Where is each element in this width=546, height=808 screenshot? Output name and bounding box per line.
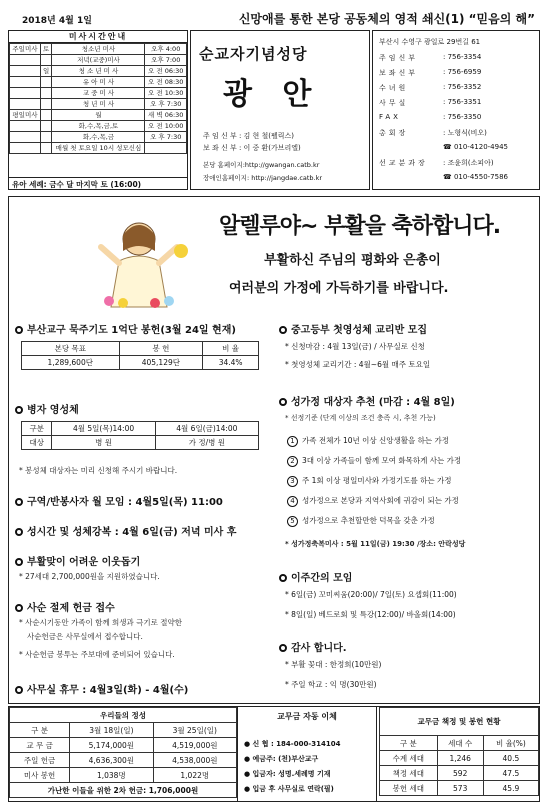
bulletin-date: 2018년 4월 1일 bbox=[22, 16, 92, 26]
mass-row bbox=[10, 88, 187, 99]
risen-jesus-illustration bbox=[89, 211, 189, 311]
mass-cell: 토 bbox=[40, 44, 52, 55]
contact-value: : 756-6959 bbox=[443, 68, 482, 76]
assistant-pastor: 보 좌 신 부 : 이 중 환(가브리엘) bbox=[203, 144, 301, 152]
mass-cell: 화,수,목,금,토 bbox=[52, 121, 145, 132]
mass-cell bbox=[10, 99, 41, 110]
mass-cell: 오후 7:00 bbox=[145, 55, 187, 66]
table-cell: 1,038명 bbox=[70, 768, 153, 783]
table-cell: 4월 5일(목)14:00 bbox=[52, 422, 155, 436]
mass-cell bbox=[40, 55, 52, 66]
sick-communion-note: * 봉성체 대상자는 미리 신청해 주시기 바랍니다. bbox=[19, 466, 178, 475]
table-row bbox=[10, 738, 237, 753]
contact-label: 수녀원 bbox=[379, 84, 409, 92]
circled-number: 2 bbox=[287, 456, 298, 467]
meetings-line: * 8일(일) 베드로회 및 특강(12:00)/ 바올회(14:00) bbox=[285, 610, 456, 619]
lent-offering-title: 사순 절제 헌금 접수 bbox=[15, 599, 115, 614]
holy-family-mass: * 성가정축복미사 : 5월 11일(금) 19:30 /장소: 안락성당 bbox=[285, 540, 466, 548]
contact-value: ☎ 010-4550-7586 bbox=[443, 173, 508, 181]
rosary-table bbox=[21, 341, 259, 370]
first-communion-deadline: * 신청마감 : 4월 13일(금) / 사무실로 신청 bbox=[285, 342, 425, 351]
mass-row bbox=[10, 55, 187, 66]
mass-cell bbox=[10, 66, 41, 77]
meetings-line: * 6일(금) 꼬미씨움(20:00)/ 7일(토) 요셉회(11:00) bbox=[285, 590, 457, 599]
office-closed: 사무실 휴무 : 4월3일(화) - 4월(수) bbox=[15, 681, 188, 696]
mass-row bbox=[10, 44, 187, 55]
holy-hour: 성시간 및 성체강복 : 4월 6일(금) 저녁 미사 후 bbox=[15, 523, 236, 538]
table-cell: 5,174,000원 bbox=[70, 738, 153, 753]
mass-cell: 청 년 미 사 bbox=[52, 99, 145, 110]
dues-table bbox=[379, 707, 539, 796]
table-cell: 1,022명 bbox=[153, 768, 236, 783]
table-cell: 4,636,300원 bbox=[70, 753, 153, 768]
mass-cell bbox=[145, 143, 187, 154]
table-cell: 45.9 bbox=[483, 781, 538, 796]
rosary-value: 405,129단 bbox=[119, 356, 203, 370]
mass-cell: 청 소 년 미 사 bbox=[52, 66, 145, 77]
table-cell: 4,538,000원 bbox=[153, 753, 236, 768]
contact-value: : 756-3351 bbox=[443, 98, 482, 106]
criterion-text: 주 1회 이상 평일미사와 가정기도를 하는 가정 bbox=[302, 476, 452, 485]
mass-schedule bbox=[8, 30, 188, 190]
table-cell: 대상 bbox=[22, 436, 52, 450]
criterion-text: 3대 이상 가족들이 함께 모여 화목하게 사는 가정 bbox=[302, 456, 462, 465]
neighbor-aid-note: * 27세대 2,700,000원을 지원하였습니다. bbox=[19, 572, 160, 581]
table-cell: 592 bbox=[437, 766, 483, 781]
table-cell: 교 무 금 bbox=[10, 738, 70, 753]
first-communion-period: * 첫영성체 교리기간 : 4월~6월 매주 토요일 bbox=[285, 360, 431, 369]
mass-cell: 매월 첫 토요일 10시 성모신심 bbox=[52, 143, 145, 154]
table-header: 비 율(%) bbox=[483, 736, 538, 751]
thanks-title: 감사 합니다. bbox=[279, 639, 347, 654]
second-collection: 가난한 이들을 위한 2차 헌금: 1,706,000원 bbox=[10, 783, 237, 798]
infant-baptism-note: 유아 세례: 금수 달 마지막 토 (16:00) bbox=[9, 177, 187, 191]
auto-transfer bbox=[237, 707, 377, 801]
mass-cell bbox=[40, 77, 52, 88]
parish-identity bbox=[190, 30, 370, 190]
rosary-header: 봉 헌 bbox=[119, 342, 203, 356]
mass-cell: 교 중 미 사 bbox=[52, 88, 145, 99]
table-header: 구 분 bbox=[380, 736, 438, 751]
table-cell: 병 원 bbox=[52, 436, 155, 450]
contact-info bbox=[372, 30, 540, 190]
table-row bbox=[380, 766, 539, 781]
table-cell: 40.5 bbox=[483, 751, 538, 766]
rosary-value: 34.4% bbox=[203, 356, 259, 370]
contact-value: : 756-3354 bbox=[443, 53, 482, 61]
sick-communion-table bbox=[21, 421, 259, 450]
table-cell: 주일 헌금 bbox=[10, 753, 70, 768]
parish-title: 광 안 bbox=[223, 77, 322, 112]
rosary-header: 본당 목표 bbox=[22, 342, 120, 356]
table-row bbox=[380, 751, 539, 766]
criterion-text: 성가정으로 본당과 지역사회에 귀감이 되는 가정 bbox=[302, 496, 459, 505]
rosary-header: 비 율 bbox=[203, 342, 259, 356]
sick-communion-title: 병자 영성체 bbox=[15, 401, 79, 416]
mass-cell bbox=[10, 121, 41, 132]
table-cell: 가 정/병 원 bbox=[155, 436, 258, 450]
rosary-value: 1,289,600단 bbox=[22, 356, 120, 370]
mass-cell bbox=[40, 99, 52, 110]
table-cell: 구분 bbox=[22, 422, 52, 436]
lent-offering-note: 사순헌금은 사무실에서 접수합니다. bbox=[27, 632, 143, 641]
mass-cell: 월 bbox=[52, 110, 145, 121]
easter-greeting-line2: 여러분의 가정에 가득하기를 바랍니다. bbox=[229, 281, 449, 296]
mass-cell: 주일미사 bbox=[10, 44, 41, 55]
contact-label: 사무실 bbox=[379, 99, 409, 107]
mass-cell bbox=[10, 77, 41, 88]
mass-schedule-table bbox=[9, 43, 187, 154]
table-cell: 4월 6일(금)14:00 bbox=[155, 422, 258, 436]
mass-cell: 오후 4:00 bbox=[145, 44, 187, 55]
mass-cell bbox=[40, 110, 52, 121]
neighbor-aid-title: 부활맞이 어려운 이웃돕기 bbox=[15, 553, 140, 568]
mass-cell bbox=[10, 132, 41, 143]
rosary-section-title: 부산교구 묵주기도 1억단 봉헌(3월 24일 현재) bbox=[15, 321, 236, 336]
table-row bbox=[380, 781, 539, 796]
bulletin-motto: 신망애를 통한 본당 공동체의 영적 쇄신(1) “믿음의 해” bbox=[238, 12, 535, 26]
contact-value: ☎ 010-4120-4945 bbox=[443, 143, 508, 151]
contact-value: : 노형식(비오) bbox=[443, 129, 487, 137]
mass-cell bbox=[10, 88, 41, 99]
mass-cell bbox=[10, 143, 41, 154]
parish-name: 순교자기념성당 bbox=[199, 45, 308, 63]
offerings-title: 우리들의 정성 bbox=[10, 708, 237, 723]
mass-cell: 오 전 10:30 bbox=[145, 88, 187, 99]
mass-row bbox=[10, 66, 187, 77]
mass-row bbox=[10, 77, 187, 88]
district-meeting: 구역/반봉사자 월 모임 : 4월5일(목) 11:00 bbox=[15, 493, 223, 508]
holy-family-criterion bbox=[287, 515, 435, 527]
mass-cell: 화,수,목,금 bbox=[52, 132, 145, 143]
circled-number: 5 bbox=[287, 516, 298, 527]
contact-label: 총회장 bbox=[379, 129, 409, 137]
mass-cell: 평일미사 bbox=[10, 110, 41, 121]
transfer-line: ● 신 협 : 184-000-314104 bbox=[244, 740, 341, 748]
contact-label: 주임신부 bbox=[379, 54, 419, 62]
mass-cell bbox=[40, 88, 52, 99]
table-cell: 1,246 bbox=[437, 751, 483, 766]
table-cell: 4,519,000원 bbox=[153, 738, 236, 753]
table-header: 3월 18일(일) bbox=[70, 723, 153, 738]
mass-cell: 오 후 7:30 bbox=[145, 132, 187, 143]
mass-cell: 오 전 10:00 bbox=[145, 121, 187, 132]
mass-row bbox=[10, 121, 187, 132]
mass-cell: 일 bbox=[40, 66, 52, 77]
mass-cell: 저녁(교중)미사 bbox=[52, 55, 145, 66]
circled-number: 4 bbox=[287, 496, 298, 507]
table-row bbox=[10, 753, 237, 768]
contact-value: : 조윤희(소피아) bbox=[443, 159, 494, 167]
holy-family-criterion bbox=[287, 455, 461, 467]
disability-homepage[interactable]: 장애인홈페이지: http://jangdae.catb.kr bbox=[203, 174, 323, 182]
contact-value: : 756-3352 bbox=[443, 83, 482, 91]
holy-family-criterion bbox=[287, 475, 452, 487]
table-header: 구 분 bbox=[10, 723, 70, 738]
mass-row bbox=[10, 110, 187, 121]
mass-cell bbox=[40, 121, 52, 132]
mass-cell: 청소년 미사 bbox=[52, 44, 145, 55]
transfer-line: ● 입금 후 사무실로 연락(필) bbox=[244, 785, 334, 793]
mass-cell: 오 전 06:30 bbox=[145, 66, 187, 77]
contact-label: 선교분과장 bbox=[379, 159, 428, 167]
table-cell: 미사 봉헌 bbox=[10, 768, 70, 783]
table-header: 세대 수 bbox=[437, 736, 483, 751]
mass-cell: 오 후 7:30 bbox=[145, 99, 187, 110]
parish-homepage[interactable]: 본당 홈페이지:http://gwangan.catb.kr bbox=[203, 161, 320, 169]
transfer-line: ● 예금주: (천)부산교구 bbox=[244, 755, 319, 763]
holy-family-title: 성가정 대상자 추천 (마감 : 4월 8일) bbox=[279, 393, 455, 408]
easter-headline: 알렐루야~ 부활을 축하합니다. bbox=[219, 214, 501, 239]
mass-cell: 오 전 08:30 bbox=[145, 77, 187, 88]
table-row bbox=[10, 768, 237, 783]
contact-label: 보좌신부 bbox=[379, 69, 419, 77]
dues-title: 교무금 책정 및 봉헌 현황 bbox=[380, 708, 539, 736]
meetings-title: 이주간의 모임 bbox=[279, 569, 352, 584]
pastor: 주 임 신 부 : 김 현 철(펠릭스) bbox=[203, 132, 295, 140]
first-communion-title: 중고등부 첫영성체 교리반 모집 bbox=[279, 321, 427, 336]
transfer-line: ● 입금자: 성명.세례명 기재 bbox=[244, 770, 331, 778]
contact-value: : 756-3350 bbox=[443, 113, 482, 121]
lent-envelope-note: * 사순헌금 봉투는 주보대에 준비되어 있습니다. bbox=[19, 650, 175, 659]
thanks-line: * 부활 꽃대 : 한정희(10만원) bbox=[285, 660, 382, 669]
mass-row bbox=[10, 99, 187, 110]
criterion-text: 성가정으로 추천할만한 덕목을 갖춘 가정 bbox=[302, 516, 435, 525]
mass-row bbox=[10, 132, 187, 143]
offerings-table bbox=[9, 707, 237, 798]
holy-family-criterion bbox=[287, 495, 459, 507]
thanks-line: * 주일 학교 : 익 명(30만원) bbox=[285, 680, 377, 689]
easter-greeting-line1: 부활하신 주님의 평화와 은총이 bbox=[264, 253, 441, 268]
table-header: 3월 25일(일) bbox=[153, 723, 236, 738]
mass-schedule-title: 미사시간안내 bbox=[9, 31, 187, 43]
address: 부산시 수영구 광일로 29번길 61 bbox=[379, 38, 481, 46]
mass-cell bbox=[10, 55, 41, 66]
table-cell: 봉헌 세대 bbox=[380, 781, 438, 796]
table-cell: 책정 세대 bbox=[380, 766, 438, 781]
circled-number: 1 bbox=[287, 436, 298, 447]
table-cell: 수계 세대 bbox=[380, 751, 438, 766]
mass-row bbox=[10, 143, 187, 154]
criterion-text: 가족 전체가 10년 이상 신앙생활을 하는 가정 bbox=[302, 436, 450, 445]
mass-cell: 새 벽 06:30 bbox=[145, 110, 187, 121]
lent-offering-note: * 사순시기동안 가족이 함께 희생과 극기로 절약한 bbox=[19, 618, 182, 627]
mass-cell bbox=[40, 143, 52, 154]
mass-cell bbox=[40, 132, 52, 143]
holy-family-criterion bbox=[287, 435, 449, 447]
circled-number: 3 bbox=[287, 476, 298, 487]
mass-cell: 유 아 미 사 bbox=[52, 77, 145, 88]
finance-footer bbox=[8, 706, 540, 802]
holy-family-criteria: * 선정기준 (단계 이상의 조건 충족 시, 추천 가능) bbox=[285, 414, 436, 422]
table-cell: 573 bbox=[437, 781, 483, 796]
table-cell: 47.5 bbox=[483, 766, 538, 781]
main-content bbox=[8, 196, 540, 704]
auto-transfer-title: 교무금 자동 이체 bbox=[277, 712, 337, 721]
contact-label: FAX bbox=[379, 113, 401, 121]
